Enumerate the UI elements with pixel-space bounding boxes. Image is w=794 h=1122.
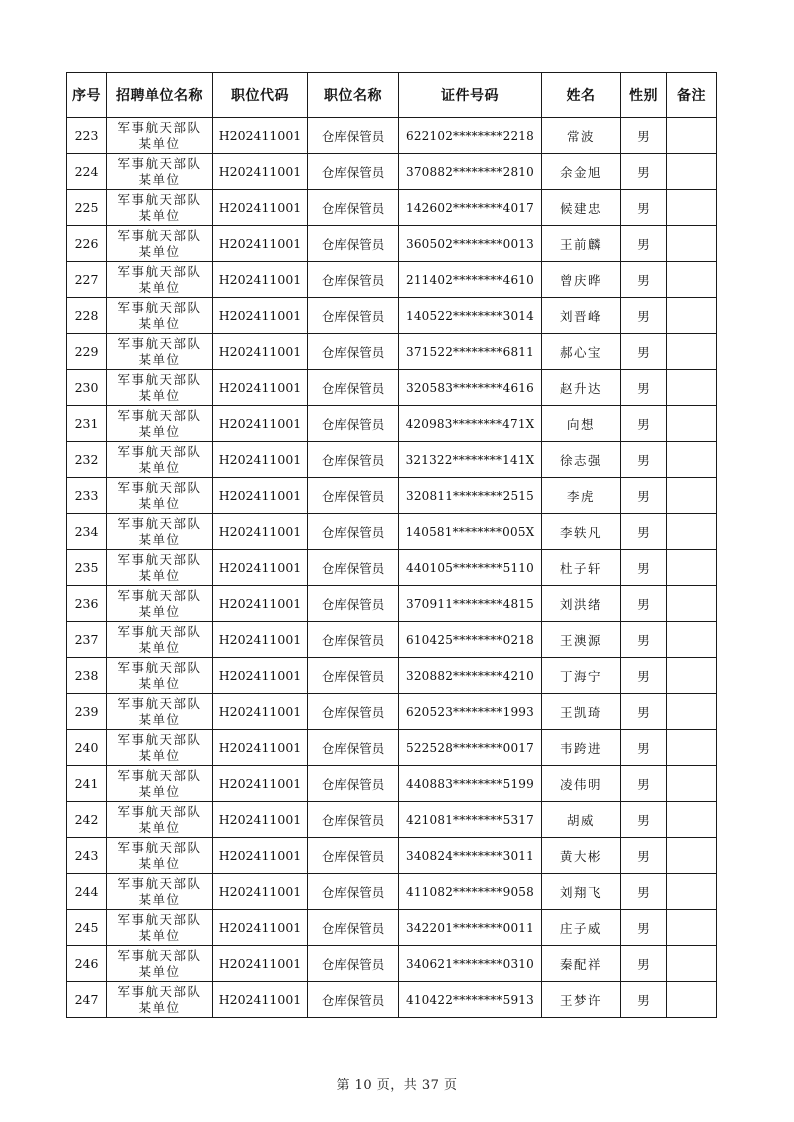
unit-line-2: 某单位 [138, 819, 181, 835]
unit-line-1: 军事航天部队 [117, 371, 202, 387]
cell-position-code: H202411001 [213, 118, 308, 154]
cell-position-name: 仓库保管员 [308, 406, 399, 442]
cell-note [667, 730, 717, 766]
cell-gender: 男 [621, 370, 667, 406]
cell-name: 刘晋峰 [542, 298, 621, 334]
cell-seq: 234 [67, 514, 107, 550]
cell-seq: 239 [67, 694, 107, 730]
cell-gender: 男 [621, 298, 667, 334]
table-row [67, 334, 717, 370]
cell-position-name: 仓库保管员 [308, 514, 399, 550]
cell-position-name: 仓库保管员 [308, 982, 399, 1018]
unit-line-1: 军事航天部队 [117, 839, 202, 855]
cell-seq: 236 [67, 586, 107, 622]
cell-gender: 男 [621, 154, 667, 190]
cell-unit [107, 370, 213, 406]
cell-note [667, 910, 717, 946]
cell-note [667, 586, 717, 622]
table-row [67, 766, 717, 802]
unit-line-2: 某单位 [138, 567, 181, 583]
unit-line-2: 某单位 [138, 423, 181, 439]
unit-line-1: 军事航天部队 [117, 695, 202, 711]
cell-name: 丁海宁 [542, 658, 621, 694]
cell-seq: 226 [67, 226, 107, 262]
cell-id-number: 411082********9058 [399, 874, 542, 910]
cell-id-number: 360502********0013 [399, 226, 542, 262]
cell-id-number: 610425********0218 [399, 622, 542, 658]
table-row [67, 226, 717, 262]
cell-unit [107, 874, 213, 910]
cell-gender: 男 [621, 550, 667, 586]
cell-seq: 229 [67, 334, 107, 370]
cell-gender: 男 [621, 622, 667, 658]
unit-line-2: 某单位 [138, 891, 181, 907]
page-number: 第 10 页，共 37 页 [336, 1078, 458, 1093]
table-row [67, 874, 717, 910]
cell-name: 李轶凡 [542, 514, 621, 550]
unit-line-1: 军事航天部队 [117, 263, 202, 279]
cell-gender: 男 [621, 874, 667, 910]
cell-name: 凌伟明 [542, 766, 621, 802]
cell-position-code: H202411001 [213, 442, 308, 478]
cell-note [667, 622, 717, 658]
cell-position-name: 仓库保管员 [308, 658, 399, 694]
cell-name: 秦配祥 [542, 946, 621, 982]
cell-id-number: 211402********4610 [399, 262, 542, 298]
cell-unit [107, 262, 213, 298]
cell-gender: 男 [621, 262, 667, 298]
header-gender: 性别 [621, 73, 667, 118]
cell-position-code: H202411001 [213, 694, 308, 730]
cell-gender: 男 [621, 478, 667, 514]
cell-id-number: 421081********5317 [399, 802, 542, 838]
table-row [67, 478, 717, 514]
cell-note [667, 802, 717, 838]
cell-position-code: H202411001 [213, 586, 308, 622]
cell-unit [107, 838, 213, 874]
cell-unit [107, 442, 213, 478]
cell-position-name: 仓库保管员 [308, 622, 399, 658]
cell-position-code: H202411001 [213, 298, 308, 334]
table-row [67, 190, 717, 226]
table-row [67, 550, 717, 586]
cell-id-number: 320583********4616 [399, 370, 542, 406]
table-row [67, 514, 717, 550]
cell-gender: 男 [621, 190, 667, 226]
unit-line-1: 军事航天部队 [117, 587, 202, 603]
cell-name: 候建忠 [542, 190, 621, 226]
cell-name: 庄子威 [542, 910, 621, 946]
cell-position-name: 仓库保管员 [308, 910, 399, 946]
table-row [67, 298, 717, 334]
cell-position-code: H202411001 [213, 910, 308, 946]
cell-seq: 240 [67, 730, 107, 766]
cell-id-number: 370911********4815 [399, 586, 542, 622]
cell-position-code: H202411001 [213, 730, 308, 766]
unit-line-2: 某单位 [138, 639, 181, 655]
table-row [67, 118, 717, 154]
cell-seq: 227 [67, 262, 107, 298]
cell-name: 王梦许 [542, 982, 621, 1018]
cell-position-code: H202411001 [213, 370, 308, 406]
unit-line-1: 军事航天部队 [117, 407, 202, 423]
cell-unit [107, 910, 213, 946]
unit-line-2: 某单位 [138, 603, 181, 619]
cell-name: 赵升达 [542, 370, 621, 406]
unit-line-2: 某单位 [138, 855, 181, 871]
table-row [67, 622, 717, 658]
cell-name: 向想 [542, 406, 621, 442]
cell-note [667, 694, 717, 730]
unit-line-2: 某单位 [138, 171, 181, 187]
cell-note [667, 226, 717, 262]
cell-position-name: 仓库保管员 [308, 838, 399, 874]
cell-id-number: 340824********3011 [399, 838, 542, 874]
cell-position-name: 仓库保管员 [308, 874, 399, 910]
cell-name: 杜子轩 [542, 550, 621, 586]
unit-line-2: 某单位 [138, 783, 181, 799]
table-row [67, 802, 717, 838]
cell-position-name: 仓库保管员 [308, 334, 399, 370]
cell-name: 郝心宝 [542, 334, 621, 370]
cell-position-code: H202411001 [213, 550, 308, 586]
unit-line-2: 某单位 [138, 495, 181, 511]
cell-position-name: 仓库保管员 [308, 730, 399, 766]
table-row [67, 154, 717, 190]
unit-line-1: 军事航天部队 [117, 443, 202, 459]
unit-line-1: 军事航天部队 [117, 911, 202, 927]
cell-seq: 245 [67, 910, 107, 946]
table-header-row [67, 73, 717, 118]
cell-position-code: H202411001 [213, 262, 308, 298]
table-row [67, 910, 717, 946]
cell-gender: 男 [621, 730, 667, 766]
cell-seq: 225 [67, 190, 107, 226]
cell-unit [107, 550, 213, 586]
cell-note [667, 478, 717, 514]
cell-unit [107, 658, 213, 694]
cell-gender: 男 [621, 910, 667, 946]
cell-note [667, 406, 717, 442]
cell-unit [107, 694, 213, 730]
cell-id-number: 440105********5110 [399, 550, 542, 586]
cell-unit [107, 730, 213, 766]
cell-position-code: H202411001 [213, 154, 308, 190]
cell-note [667, 514, 717, 550]
cell-unit [107, 406, 213, 442]
cell-id-number: 522528********0017 [399, 730, 542, 766]
table-row [67, 730, 717, 766]
cell-unit [107, 514, 213, 550]
cell-seq: 247 [67, 982, 107, 1018]
cell-position-name: 仓库保管员 [308, 226, 399, 262]
cell-gender: 男 [621, 982, 667, 1018]
cell-seq: 232 [67, 442, 107, 478]
cell-gender: 男 [621, 766, 667, 802]
cell-id-number: 320811********2515 [399, 478, 542, 514]
cell-id-number: 410422********5913 [399, 982, 542, 1018]
cell-position-name: 仓库保管员 [308, 586, 399, 622]
cell-gender: 男 [621, 586, 667, 622]
cell-gender: 男 [621, 334, 667, 370]
unit-line-2: 某单位 [138, 531, 181, 547]
table-row [67, 694, 717, 730]
cell-position-code: H202411001 [213, 982, 308, 1018]
cell-id-number: 142602********4017 [399, 190, 542, 226]
cell-name: 常波 [542, 118, 621, 154]
table-row [67, 838, 717, 874]
cell-seq: 230 [67, 370, 107, 406]
cell-note [667, 946, 717, 982]
cell-position-code: H202411001 [213, 514, 308, 550]
unit-line-2: 某单位 [138, 207, 181, 223]
cell-position-name: 仓库保管员 [308, 370, 399, 406]
unit-line-2: 某单位 [138, 279, 181, 295]
unit-line-1: 军事航天部队 [117, 227, 202, 243]
cell-gender: 男 [621, 442, 667, 478]
cell-name: 余金旭 [542, 154, 621, 190]
cell-gender: 男 [621, 514, 667, 550]
header-position-code: 职位代码 [213, 73, 308, 118]
cell-position-code: H202411001 [213, 874, 308, 910]
table-row [67, 262, 717, 298]
table-row [67, 586, 717, 622]
unit-line-1: 军事航天部队 [117, 803, 202, 819]
cell-note [667, 190, 717, 226]
cell-unit [107, 586, 213, 622]
unit-line-2: 某单位 [138, 135, 181, 151]
table-row [67, 946, 717, 982]
cell-unit [107, 118, 213, 154]
unit-line-2: 某单位 [138, 243, 181, 259]
table-row [67, 370, 717, 406]
cell-position-code: H202411001 [213, 622, 308, 658]
cell-seq: 242 [67, 802, 107, 838]
cell-note [667, 118, 717, 154]
cell-position-name: 仓库保管员 [308, 478, 399, 514]
cell-unit [107, 334, 213, 370]
cell-seq: 243 [67, 838, 107, 874]
cell-seq: 246 [67, 946, 107, 982]
unit-line-1: 军事航天部队 [117, 947, 202, 963]
cell-id-number: 420983********471X [399, 406, 542, 442]
unit-line-2: 某单位 [138, 963, 181, 979]
cell-position-code: H202411001 [213, 190, 308, 226]
unit-line-2: 某单位 [138, 711, 181, 727]
cell-id-number: 620523********1993 [399, 694, 542, 730]
cell-position-code: H202411001 [213, 658, 308, 694]
cell-id-number: 321322********141X [399, 442, 542, 478]
cell-seq: 224 [67, 154, 107, 190]
cell-position-name: 仓库保管员 [308, 766, 399, 802]
cell-position-name: 仓库保管员 [308, 442, 399, 478]
cell-position-code: H202411001 [213, 406, 308, 442]
cell-gender: 男 [621, 118, 667, 154]
cell-gender: 男 [621, 406, 667, 442]
unit-line-2: 某单位 [138, 315, 181, 331]
cell-note [667, 766, 717, 802]
header-note: 备注 [667, 73, 717, 118]
table-body [67, 118, 717, 1018]
cell-unit [107, 478, 213, 514]
table-row [67, 658, 717, 694]
cell-note [667, 370, 717, 406]
unit-line-1: 军事航天部队 [117, 875, 202, 891]
header-name: 姓名 [542, 73, 621, 118]
table-row [67, 442, 717, 478]
cell-position-name: 仓库保管员 [308, 946, 399, 982]
cell-note [667, 658, 717, 694]
unit-line-1: 军事航天部队 [117, 299, 202, 315]
cell-unit [107, 946, 213, 982]
cell-note [667, 262, 717, 298]
cell-position-code: H202411001 [213, 838, 308, 874]
cell-position-name: 仓库保管员 [308, 118, 399, 154]
cell-position-code: H202411001 [213, 334, 308, 370]
cell-position-name: 仓库保管员 [308, 298, 399, 334]
unit-line-1: 军事航天部队 [117, 623, 202, 639]
cell-name: 王澳源 [542, 622, 621, 658]
unit-line-1: 军事航天部队 [117, 335, 202, 351]
cell-unit [107, 226, 213, 262]
cell-seq: 233 [67, 478, 107, 514]
unit-line-2: 某单位 [138, 999, 181, 1015]
cell-id-number: 440883********5199 [399, 766, 542, 802]
cell-name: 黄大彬 [542, 838, 621, 874]
cell-id-number: 622102********2218 [399, 118, 542, 154]
header-position-name: 职位名称 [308, 73, 399, 118]
cell-note [667, 298, 717, 334]
unit-line-1: 军事航天部队 [117, 479, 202, 495]
cell-gender: 男 [621, 694, 667, 730]
cell-note [667, 442, 717, 478]
unit-line-2: 某单位 [138, 927, 181, 943]
cell-seq: 244 [67, 874, 107, 910]
cell-note [667, 838, 717, 874]
cell-position-code: H202411001 [213, 226, 308, 262]
unit-line-2: 某单位 [138, 459, 181, 475]
unit-line-1: 军事航天部队 [117, 731, 202, 747]
header-id-number: 证件号码 [399, 73, 542, 118]
cell-seq: 237 [67, 622, 107, 658]
cell-unit [107, 802, 213, 838]
cell-unit [107, 766, 213, 802]
cell-unit [107, 982, 213, 1018]
unit-line-1: 军事航天部队 [117, 191, 202, 207]
cell-seq: 228 [67, 298, 107, 334]
cell-id-number: 140522********3014 [399, 298, 542, 334]
cell-note [667, 874, 717, 910]
cell-gender: 男 [621, 802, 667, 838]
cell-name: 韦跨进 [542, 730, 621, 766]
header-seq: 序号 [67, 73, 107, 118]
cell-unit [107, 622, 213, 658]
cell-position-name: 仓库保管员 [308, 154, 399, 190]
cell-gender: 男 [621, 838, 667, 874]
applicant-roster-table [66, 72, 717, 1018]
unit-line-1: 军事航天部队 [117, 155, 202, 171]
cell-note [667, 550, 717, 586]
unit-line-2: 某单位 [138, 747, 181, 763]
table-row [67, 406, 717, 442]
cell-note [667, 982, 717, 1018]
cell-position-code: H202411001 [213, 478, 308, 514]
unit-line-1: 军事航天部队 [117, 515, 202, 531]
cell-id-number: 370882********2810 [399, 154, 542, 190]
unit-line-1: 军事航天部队 [117, 659, 202, 675]
cell-unit [107, 154, 213, 190]
cell-name: 刘洪绪 [542, 586, 621, 622]
cell-name: 李虎 [542, 478, 621, 514]
cell-name: 刘翔飞 [542, 874, 621, 910]
unit-line-1: 军事航天部队 [117, 983, 202, 999]
cell-id-number: 340621********0310 [399, 946, 542, 982]
cell-id-number: 342201********0011 [399, 910, 542, 946]
cell-unit [107, 298, 213, 334]
cell-name: 王凯琦 [542, 694, 621, 730]
cell-position-name: 仓库保管员 [308, 802, 399, 838]
cell-position-name: 仓库保管员 [308, 262, 399, 298]
cell-position-code: H202411001 [213, 766, 308, 802]
unit-line-1: 军事航天部队 [117, 119, 202, 135]
cell-note [667, 154, 717, 190]
cell-seq: 231 [67, 406, 107, 442]
cell-position-name: 仓库保管员 [308, 694, 399, 730]
table-row [67, 982, 717, 1018]
cell-id-number: 140581********005X [399, 514, 542, 550]
cell-note [667, 334, 717, 370]
header-unit: 招聘单位名称 [107, 73, 213, 118]
cell-id-number: 371522********6811 [399, 334, 542, 370]
cell-gender: 男 [621, 658, 667, 694]
cell-position-code: H202411001 [213, 946, 308, 982]
cell-seq: 238 [67, 658, 107, 694]
cell-seq: 235 [67, 550, 107, 586]
unit-line-1: 军事航天部队 [117, 551, 202, 567]
cell-name: 曾庆晔 [542, 262, 621, 298]
cell-gender: 男 [621, 226, 667, 262]
cell-seq: 223 [67, 118, 107, 154]
cell-name: 王前麟 [542, 226, 621, 262]
unit-line-1: 军事航天部队 [117, 767, 202, 783]
unit-line-2: 某单位 [138, 675, 181, 691]
cell-name: 胡威 [542, 802, 621, 838]
unit-line-2: 某单位 [138, 387, 181, 403]
cell-position-name: 仓库保管员 [308, 550, 399, 586]
cell-position-name: 仓库保管员 [308, 190, 399, 226]
unit-line-2: 某单位 [138, 351, 181, 367]
cell-seq: 241 [67, 766, 107, 802]
cell-name: 徐志强 [542, 442, 621, 478]
cell-position-code: H202411001 [213, 802, 308, 838]
cell-id-number: 320882********4210 [399, 658, 542, 694]
cell-gender: 男 [621, 946, 667, 982]
cell-unit [107, 190, 213, 226]
